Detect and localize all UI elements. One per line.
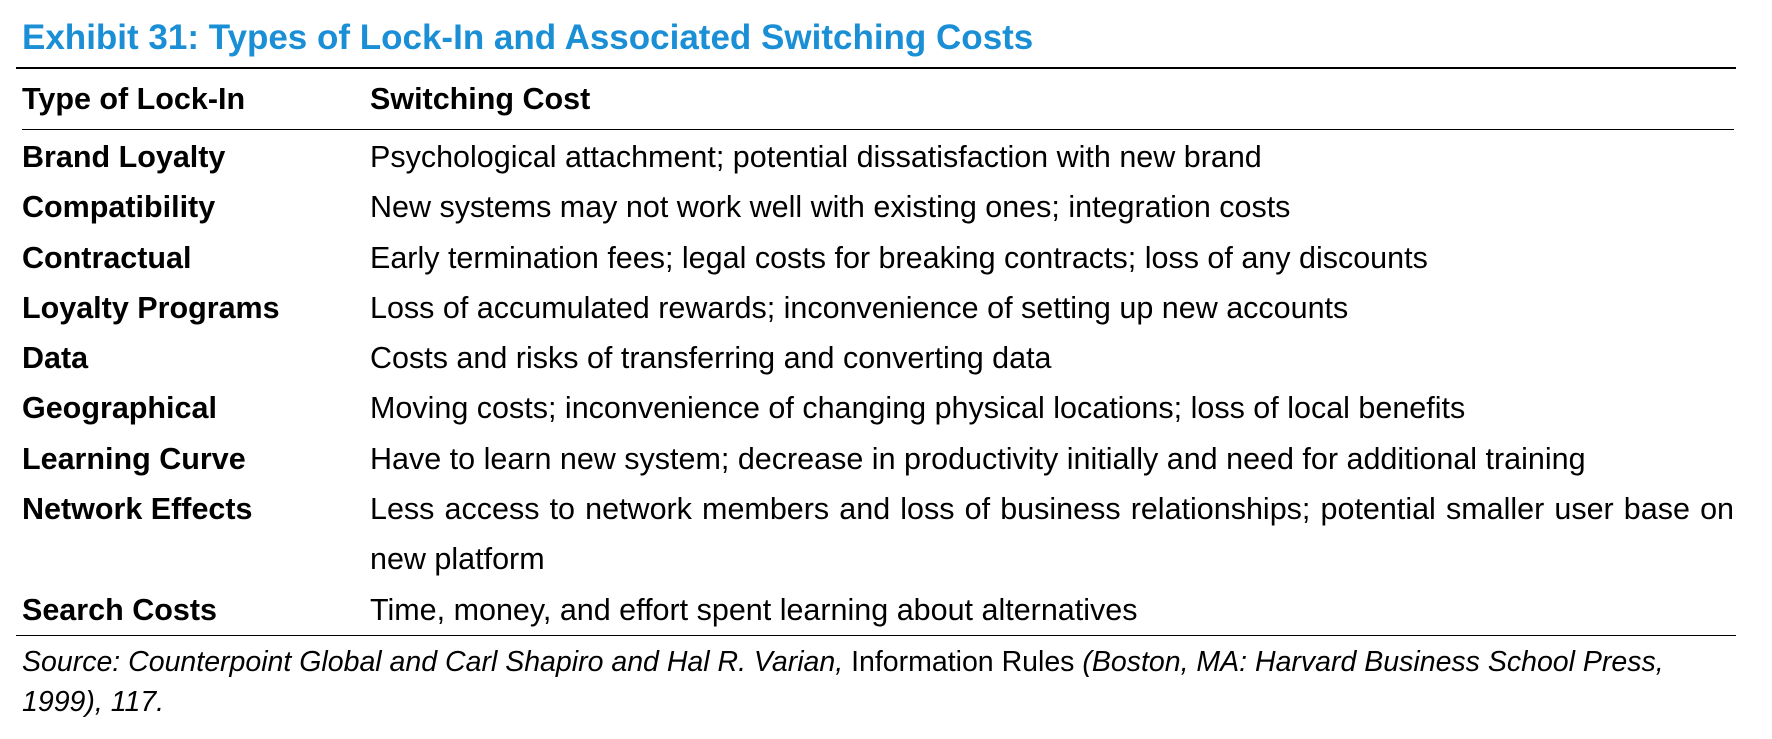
switching-cost: Loss of accumulated rewards; inconvenience of setting up new accounts (370, 290, 1349, 325)
source-book-title: Information Rules (851, 645, 1075, 678)
switching-cost: Less access to network members and loss of business relationships; potential smaller user base on new platform (370, 492, 1734, 577)
exhibit-page (22, 14, 1742, 722)
switching-cost: Have to learn new system; decrease in productivity initially and need for additional training (370, 441, 1586, 476)
table-body (22, 130, 1734, 635)
header-type-of-lock-in: Type of Lock-In (22, 81, 246, 116)
switching-cost: Time, money, and effort spent learning about alternatives (370, 592, 1138, 627)
lock-in-type: Contractual (22, 240, 192, 275)
lock-in-table (22, 69, 1734, 635)
table-row (22, 434, 1734, 484)
lock-in-type: Search Costs (22, 592, 217, 627)
lock-in-type: Learning Curve (22, 441, 246, 476)
table-row (22, 233, 1734, 283)
table-header-row (22, 69, 1734, 130)
lock-in-type: Network Effects (22, 492, 253, 527)
table-row (22, 283, 1734, 333)
switching-cost: New systems may not work well with existing ones; integration costs (370, 190, 1291, 225)
bottom-rule (16, 635, 1736, 636)
source-note (22, 642, 1734, 722)
exhibit-title: Exhibit 31: Types of Lock-In and Associated Switching Costs (22, 18, 1034, 57)
lock-in-type: Compatibility (22, 190, 216, 225)
table-row (22, 383, 1734, 433)
source-prefix: Source: Counterpoint Global and Carl Shapiro and Hal R. Varian, (22, 645, 852, 678)
table-row (22, 130, 1734, 183)
switching-cost: Moving costs; inconvenience of changing physical locations; loss of local benefits (370, 391, 1466, 426)
source-suffix: (Boston, MA: Harvard Business School Press, 1999), 117. (22, 645, 1664, 718)
switching-cost: Early termination fees; legal costs for breaking contracts; loss of any discounts (370, 240, 1428, 275)
lock-in-type: Loyalty Programs (22, 290, 280, 325)
table-row (22, 333, 1734, 383)
switching-cost: Psychological attachment; potential dissatisfaction with new brand (370, 140, 1262, 174)
lock-in-type: Brand Loyalty (22, 140, 226, 174)
table-row (22, 585, 1734, 635)
header-switching-cost: Switching Cost (370, 81, 591, 116)
table-row (22, 182, 1734, 232)
table-row (22, 484, 1734, 585)
switching-cost: Costs and risks of transferring and converting data (370, 341, 1052, 376)
lock-in-type: Geographical (22, 391, 217, 426)
lock-in-type: Data (22, 341, 89, 376)
